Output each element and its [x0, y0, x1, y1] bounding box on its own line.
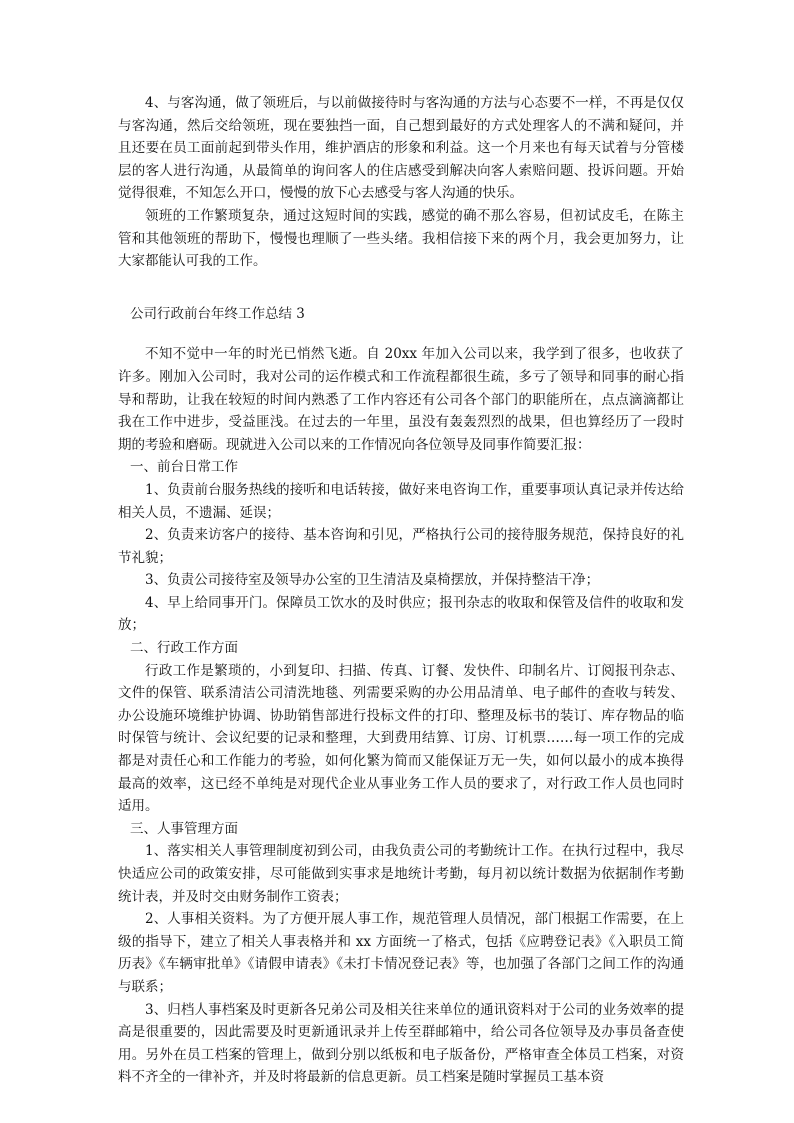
spacer: [118, 325, 684, 343]
spacer: [118, 273, 684, 303]
section-title: 公司行政前台年终工作总结 3: [130, 305, 305, 322]
document-body: [118, 92, 684, 1089]
list-item: 2、负责来访客户的接待、基本咨询和引见，严格执行公司的接待服务规范，保持良好的礼节礼貌；: [118, 527, 684, 566]
heading-admin: 二、行政工作方面: [130, 640, 238, 657]
list-item: 3、归档人事档案及时更新各兄弟公司及相关往来单位的通讯资料对于公司的业务效率的提高是很重要的，因此需要及时更新通讯录并上传至群邮箱中，给公司各位领导及办事员备查使用。另外在员工档案的管理上，做到分别以纸板和电子版备份，严格审查全体员工档案，对资料不齐全的一律补齐，并及时将最新的信息更新。员工档案是随时掌握员工基本资: [118, 1001, 684, 1086]
list-item: 4、早上给同事开门。保障员工饮水的及时供应；报刊杂志的收取和保管及信件的收取和发放；: [118, 594, 684, 634]
heading-front-desk: 一、前台日常工作: [130, 459, 238, 476]
intro-paragraph: 不知不觉中一年的时光已悄然飞逝。自 20xx 年加入公司以来，我学到了很多，也收获了许多。刚加入公司时，我对公司的运作模式和工作流程都很生疏，多亏了领导和同事的耐心指导和帮助，让我在较短的时间内熟悉了工作内容还有公司各个部门的职能所在，点点滴滴都让我在工作中进步，受益匪浅。在过去的一年里，虽没有轰轰烈烈的战果，但也算经历了一段时期的考验和磨砺。现就进入公司以来的工作情况向各位领导及同事作简要汇报：: [118, 346, 684, 453]
list-item: 1、负责前台服务热线的接听和电话转接，做好来电咨询工作，重要事项认真记录并传达给相关人员，不遗漏、延误；: [118, 481, 684, 521]
list-item: 3、负责公司接待室及领导办公室的卫生清洁及桌椅摆放，并保持整洁干净；: [145, 572, 600, 589]
list-item: 1、落实相关人事管理制度初到公司，由我负责公司的考勤统计工作。在执行过程中，我尽快适应公司的政策安排，尽可能做到实事求是地统计考勤，每月初以统计数据为依据制作考勤统计表，并及时交由财务制作工资表；: [118, 843, 684, 905]
heading-hr: 三、人事管理方面: [130, 820, 238, 837]
paragraph: 4、与客沟通，做了领班后，与以前做接待时与客沟通的方法与心态要不一样，不再是仅仅与客沟通，然后交给领班，现在要独挡一面，自己想到最好的方式处理客人的不满和疑问，并且还要在员工面前起到带头作用，维护酒店的形象和利益。这一个月来也有每天试着与分管楼层的客人进行沟通，从最简单的询问客人的住店感受到解决向客人索赔问题、投诉问题。开始觉得很难，不知怎么开口，慢慢的放下心去感受与客人沟通的快乐。: [118, 95, 684, 202]
list-item: 2、人事相关资料。为了方便开展人事工作，规范管理人员情况，部门根据工作需要，在上级的指导下，建立了相关人事表格并和 xx 方面统一了格式，包括《应聘登记表》《入职员工简历表》《车辆审批单》《请假申请表》《未打卡情况登记表》等，也加强了各部门之间工作的沟通与联系；: [118, 911, 684, 995]
paragraph: 行政工作是繁琐的，小到复印、扫描、传真、订餐、发快件、印制名片、订阅报刊杂志、文件的保管、联系清洁公司清洗地毯、列需要采购的办公用品清单、电子邮件的查收与转发、办公设施环境维护协调、协助销售部进行投标文件的打印、整理及标书的装订、库存物品的临时保管与统计、会议纪要的记录和整理，大到费用结算、订房、订机票……每一项工作的完成都是对责任心和工作能力的考验，如何化繁为简而又能保证万无一失，如何以最小的成本换得最高的效率，这已经不单纯是对现代企业从事业务工作人员的要求了，对行政工作人员也同时适用。: [118, 662, 684, 815]
paragraph: 领班的工作繁琐复杂，通过这短时间的实践，感觉的确不那么容易，但初试皮毛，在陈主管和其他领班的帮助下，慢慢也理顺了一些头绪。我相信接下来的两个月，我会更加努力，让大家都能认可我的工作。: [118, 207, 684, 270]
